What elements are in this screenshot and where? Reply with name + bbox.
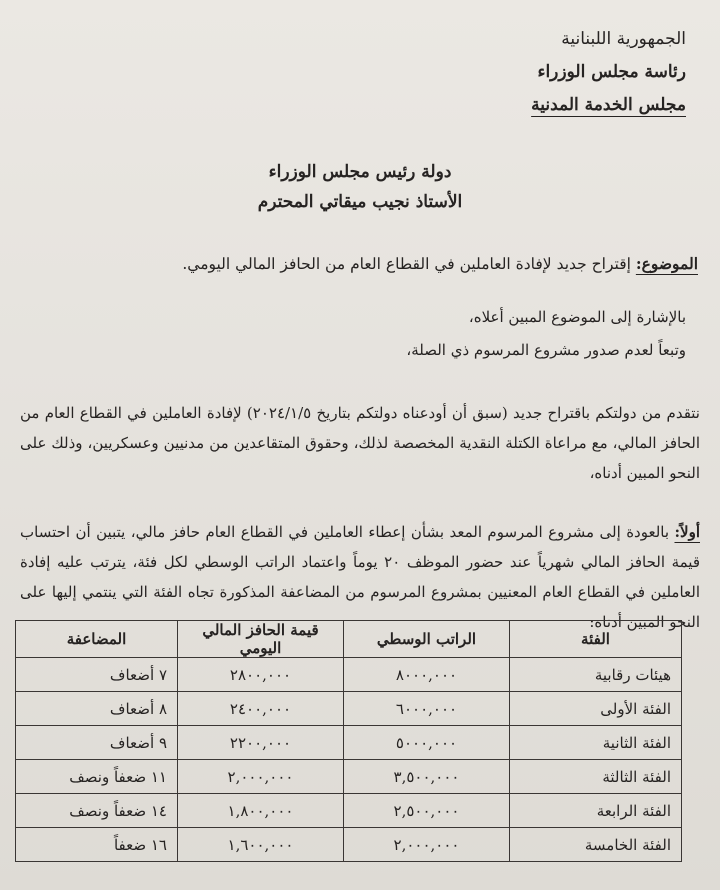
addressee-name: الأستاذ نجيب ميقاتي المحترم: [257, 192, 463, 212]
table-row: [16, 828, 682, 862]
cell-multiplier: ١١ ضعفاً ونصف: [16, 760, 178, 794]
letterhead: [426, 28, 686, 127]
paragraph-proposal: نتقدم من دولتكم باقتراح جديد (سبق أن أودعناه دولتكم بتاريخ ٢٠٢٤/١/٥) لإفادة العاملين في القطاع العام من الحافز المالي، مع مراعاة الكتلة النقدية المخصصة لذلك، وحقوق المتقاعدين من مدنيين وعسكريين، وذلك على النحو المبين أدناه،: [20, 404, 700, 482]
cell-category: الفئة الأولى: [510, 692, 682, 726]
cell-multiplier: ٧ أضعاف: [16, 658, 178, 692]
cell-multiplier: ٨ أضعاف: [16, 692, 178, 726]
table-header-row: [16, 621, 682, 658]
header-average-salary: الراتب الوسطي: [344, 621, 510, 658]
reference-line-2: وتبعاً لعدم صدور مشروع المرسوم ذي الصلة،: [406, 341, 686, 359]
reference-block: [126, 306, 686, 372]
header-daily-incentive: قيمة الحافز المالي اليومي: [178, 621, 344, 658]
first-point-text: بالعودة إلى مشروع المرسوم المعد بشأن إعطاء العاملين في القطاع العام حافز مالي، يتبين أن احتساب قيمة الحافز المالي شهرياً عند حضور الموظف ٢٠ يوماً واعتماد الراتب الوسطي لكل فئة، يترتب عليه إفادة العاملين في القطاع العام المعنيين بمشروع المرسوم من المضاعفة المذكورة تجاه الفئة التي ينتمي إليها على النحو المبين أدناه:: [20, 523, 700, 631]
table-row: [16, 794, 682, 828]
incentive-table: [16, 620, 682, 862]
paragraph-first-point: [20, 517, 700, 637]
cell-category: الفئة الخامسة: [510, 828, 682, 862]
header-multiplier: المضاعفة: [16, 621, 178, 658]
cell-multiplier: ٩ أضعاف: [16, 726, 178, 760]
cell-daily-incentive: ٢,٠٠٠,٠٠٠: [178, 760, 344, 794]
cell-daily-incentive: ١,٨٠٠,٠٠٠: [178, 794, 344, 828]
cell-category: الفئة الثانية: [510, 726, 682, 760]
addressee-title: دولة رئيس مجلس الوزراء: [268, 162, 452, 182]
cell-average-salary: ٥٠٠٠,٠٠٠: [344, 726, 510, 760]
cell-category: الفئة الرابعة: [510, 794, 682, 828]
cell-average-salary: ٢,٠٠٠,٠٠٠: [344, 828, 510, 862]
cell-multiplier: ١٦ ضعفاً: [16, 828, 178, 862]
cell-category: الفئة الثالثة: [510, 760, 682, 794]
cell-average-salary: ٢,٥٠٠,٠٠٠: [344, 794, 510, 828]
table-row: [16, 658, 682, 692]
cell-category: هيئات رقابية: [510, 658, 682, 692]
addressee-block: [0, 160, 720, 220]
subject-text: إقتراح جديد لإفادة العاملين في القطاع العام من الحافز المالي اليومي.: [182, 255, 636, 273]
reference-line-1: بالإشارة إلى الموضوع المبين أعلاه،: [468, 308, 686, 326]
letterhead-presidency: رئاسة مجلس الوزراء: [537, 62, 686, 82]
cell-daily-incentive: ٢٨٠٠,٠٠٠: [178, 658, 344, 692]
cell-average-salary: ٦٠٠٠,٠٠٠: [344, 692, 510, 726]
cell-average-salary: ٨٠٠٠,٠٠٠: [344, 658, 510, 692]
incentive-table-grid: [15, 620, 682, 862]
table-row: [16, 726, 682, 760]
subject-label: الموضوع:: [635, 254, 698, 273]
letterhead-country: الجمهورية اللبنانية: [561, 29, 686, 49]
table-row: [16, 760, 682, 794]
cell-daily-incentive: ١,٦٠٠,٠٠٠: [178, 828, 344, 862]
subject-line: [40, 252, 698, 276]
table-row: [16, 692, 682, 726]
header-category: الفئة: [510, 621, 682, 658]
cell-multiplier: ١٤ ضعفاً ونصف: [16, 794, 178, 828]
first-point-label: أولاً:: [674, 523, 700, 541]
cell-daily-incentive: ٢٢٠٠,٠٠٠: [178, 726, 344, 760]
cell-daily-incentive: ٢٤٠٠,٠٠٠: [178, 692, 344, 726]
letterhead-council: مجلس الخدمة المدنية: [531, 95, 686, 115]
cell-average-salary: ٣,٥٠٠,٠٠٠: [344, 760, 510, 794]
